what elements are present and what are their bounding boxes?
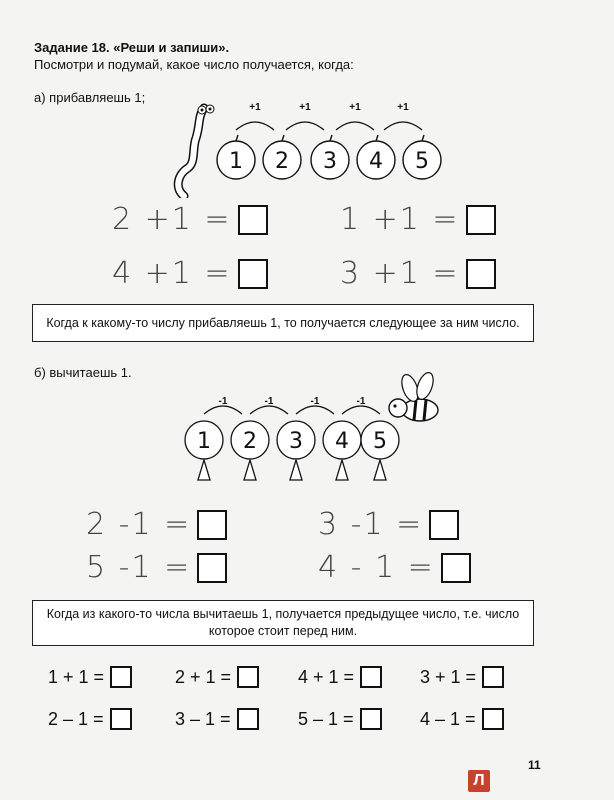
arrow-arc-2 <box>286 122 324 130</box>
answer-box[interactable] <box>197 510 227 540</box>
equation-text: 1 +1 = <box>340 202 460 237</box>
apple-number: 4 <box>369 149 383 174</box>
publisher-logo-icon: Л <box>468 770 490 792</box>
exercise-text: 2 + 1 = <box>175 666 232 687</box>
exercise-text: 4 + 1 = <box>298 666 355 687</box>
answer-box[interactable] <box>482 666 504 688</box>
task-subtitle: Посмотри и подумай, какое число получается, когда: <box>34 57 354 72</box>
equation-text: 4 - 1 = <box>318 550 435 585</box>
arrow-arc-1 <box>204 406 242 414</box>
bee-icon <box>389 370 438 421</box>
equation-text: 5 -1 = <box>86 550 192 585</box>
exercise-row1-4 <box>420 666 504 688</box>
exercise-text: 4 – 1 = <box>420 708 476 729</box>
worm-icon <box>178 105 214 196</box>
flower-number: 3 <box>289 429 303 454</box>
answer-box[interactable] <box>238 205 268 235</box>
equation-a-1 <box>112 202 268 237</box>
exercise-row2-4 <box>420 708 504 730</box>
rule-text-line-1: Когда из какого-то числа вычитаешь 1, получается предыдущее число, т.е. число <box>46 607 520 621</box>
equation-a-2 <box>340 202 496 237</box>
exercise-text: 3 + 1 = <box>420 666 477 687</box>
flower-number: 2 <box>243 429 257 454</box>
minus-one-label: -1 <box>310 396 320 407</box>
bee-flowers-illustration <box>170 368 460 488</box>
equation-text: 4 +1 = <box>112 256 232 291</box>
equation-a-4 <box>340 256 496 291</box>
flower-number: 4 <box>335 429 349 454</box>
minus-one-label: -1 <box>356 396 366 407</box>
part-b-label: б) вычитаешь 1. <box>34 365 132 380</box>
task-title: Задание 18. «Реши и запиши». <box>34 40 230 55</box>
page-number: 11 <box>528 758 541 772</box>
equation-b-1 <box>86 507 227 542</box>
equation-text: 2 +1 = <box>112 202 232 237</box>
rule-box-addition <box>32 304 534 342</box>
arrow-arc-3 <box>296 406 334 414</box>
exercise-row2-1 <box>48 708 132 730</box>
answer-box[interactable] <box>360 708 382 730</box>
apple-number: 5 <box>415 149 429 174</box>
equation-text: 3 +1 = <box>340 256 460 291</box>
apple-number: 2 <box>275 149 289 174</box>
equation-b-4 <box>318 550 471 585</box>
arrow-arc-3 <box>336 122 374 130</box>
part-a-label: а) прибавляешь 1; <box>34 90 146 105</box>
rule-text-line-2: которое стоит перед ним. <box>208 624 358 638</box>
answer-box[interactable] <box>482 708 504 730</box>
exercise-row2-2 <box>175 708 259 730</box>
plus-one-label: +1 <box>349 102 361 113</box>
exercise-text: 2 – 1 = <box>48 708 104 729</box>
answer-box[interactable] <box>110 666 132 688</box>
equation-b-2 <box>318 507 459 542</box>
rule-text: Когда к какому-то числу прибавляешь 1, то получается следующее за ним число. <box>46 315 520 330</box>
arrow-arc-4 <box>384 122 422 130</box>
equation-b-3 <box>86 550 227 585</box>
answer-box[interactable] <box>429 510 459 540</box>
arrow-arc-4 <box>342 406 380 414</box>
exercise-row1-3 <box>298 666 382 688</box>
answer-box[interactable] <box>110 708 132 730</box>
worm-apples-illustration <box>170 98 450 198</box>
equation-text: 2 -1 = <box>86 507 192 542</box>
plus-one-label: +1 <box>249 102 261 113</box>
flower-number: 1 <box>197 429 211 454</box>
answer-box[interactable] <box>197 553 227 583</box>
equation-text: 3 -1 = <box>318 507 424 542</box>
answer-box[interactable] <box>360 666 382 688</box>
answer-box[interactable] <box>238 259 268 289</box>
exercise-row1-2 <box>175 666 259 688</box>
answer-box[interactable] <box>466 259 496 289</box>
answer-box[interactable] <box>237 708 259 730</box>
exercise-row2-3 <box>298 708 382 730</box>
plus-one-label: +1 <box>299 102 311 113</box>
exercise-text: 3 – 1 = <box>175 708 231 729</box>
apple-number: 1 <box>229 149 243 174</box>
arrow-arc-2 <box>250 406 288 414</box>
exercise-text: 5 – 1 = <box>298 708 354 729</box>
rule-box-subtraction <box>32 600 534 646</box>
minus-one-label: -1 <box>218 396 228 407</box>
flower-number: 5 <box>373 429 387 454</box>
exercise-row1-1 <box>48 666 132 688</box>
exercise-text: 1 + 1 = <box>48 666 105 687</box>
arrow-arc-1 <box>236 122 274 130</box>
apple-number: 3 <box>323 149 337 174</box>
equation-a-3 <box>112 256 268 291</box>
answer-box[interactable] <box>441 553 471 583</box>
plus-one-label: +1 <box>397 102 409 113</box>
answer-box[interactable] <box>466 205 496 235</box>
minus-one-label: -1 <box>264 396 274 407</box>
answer-box[interactable] <box>237 666 259 688</box>
